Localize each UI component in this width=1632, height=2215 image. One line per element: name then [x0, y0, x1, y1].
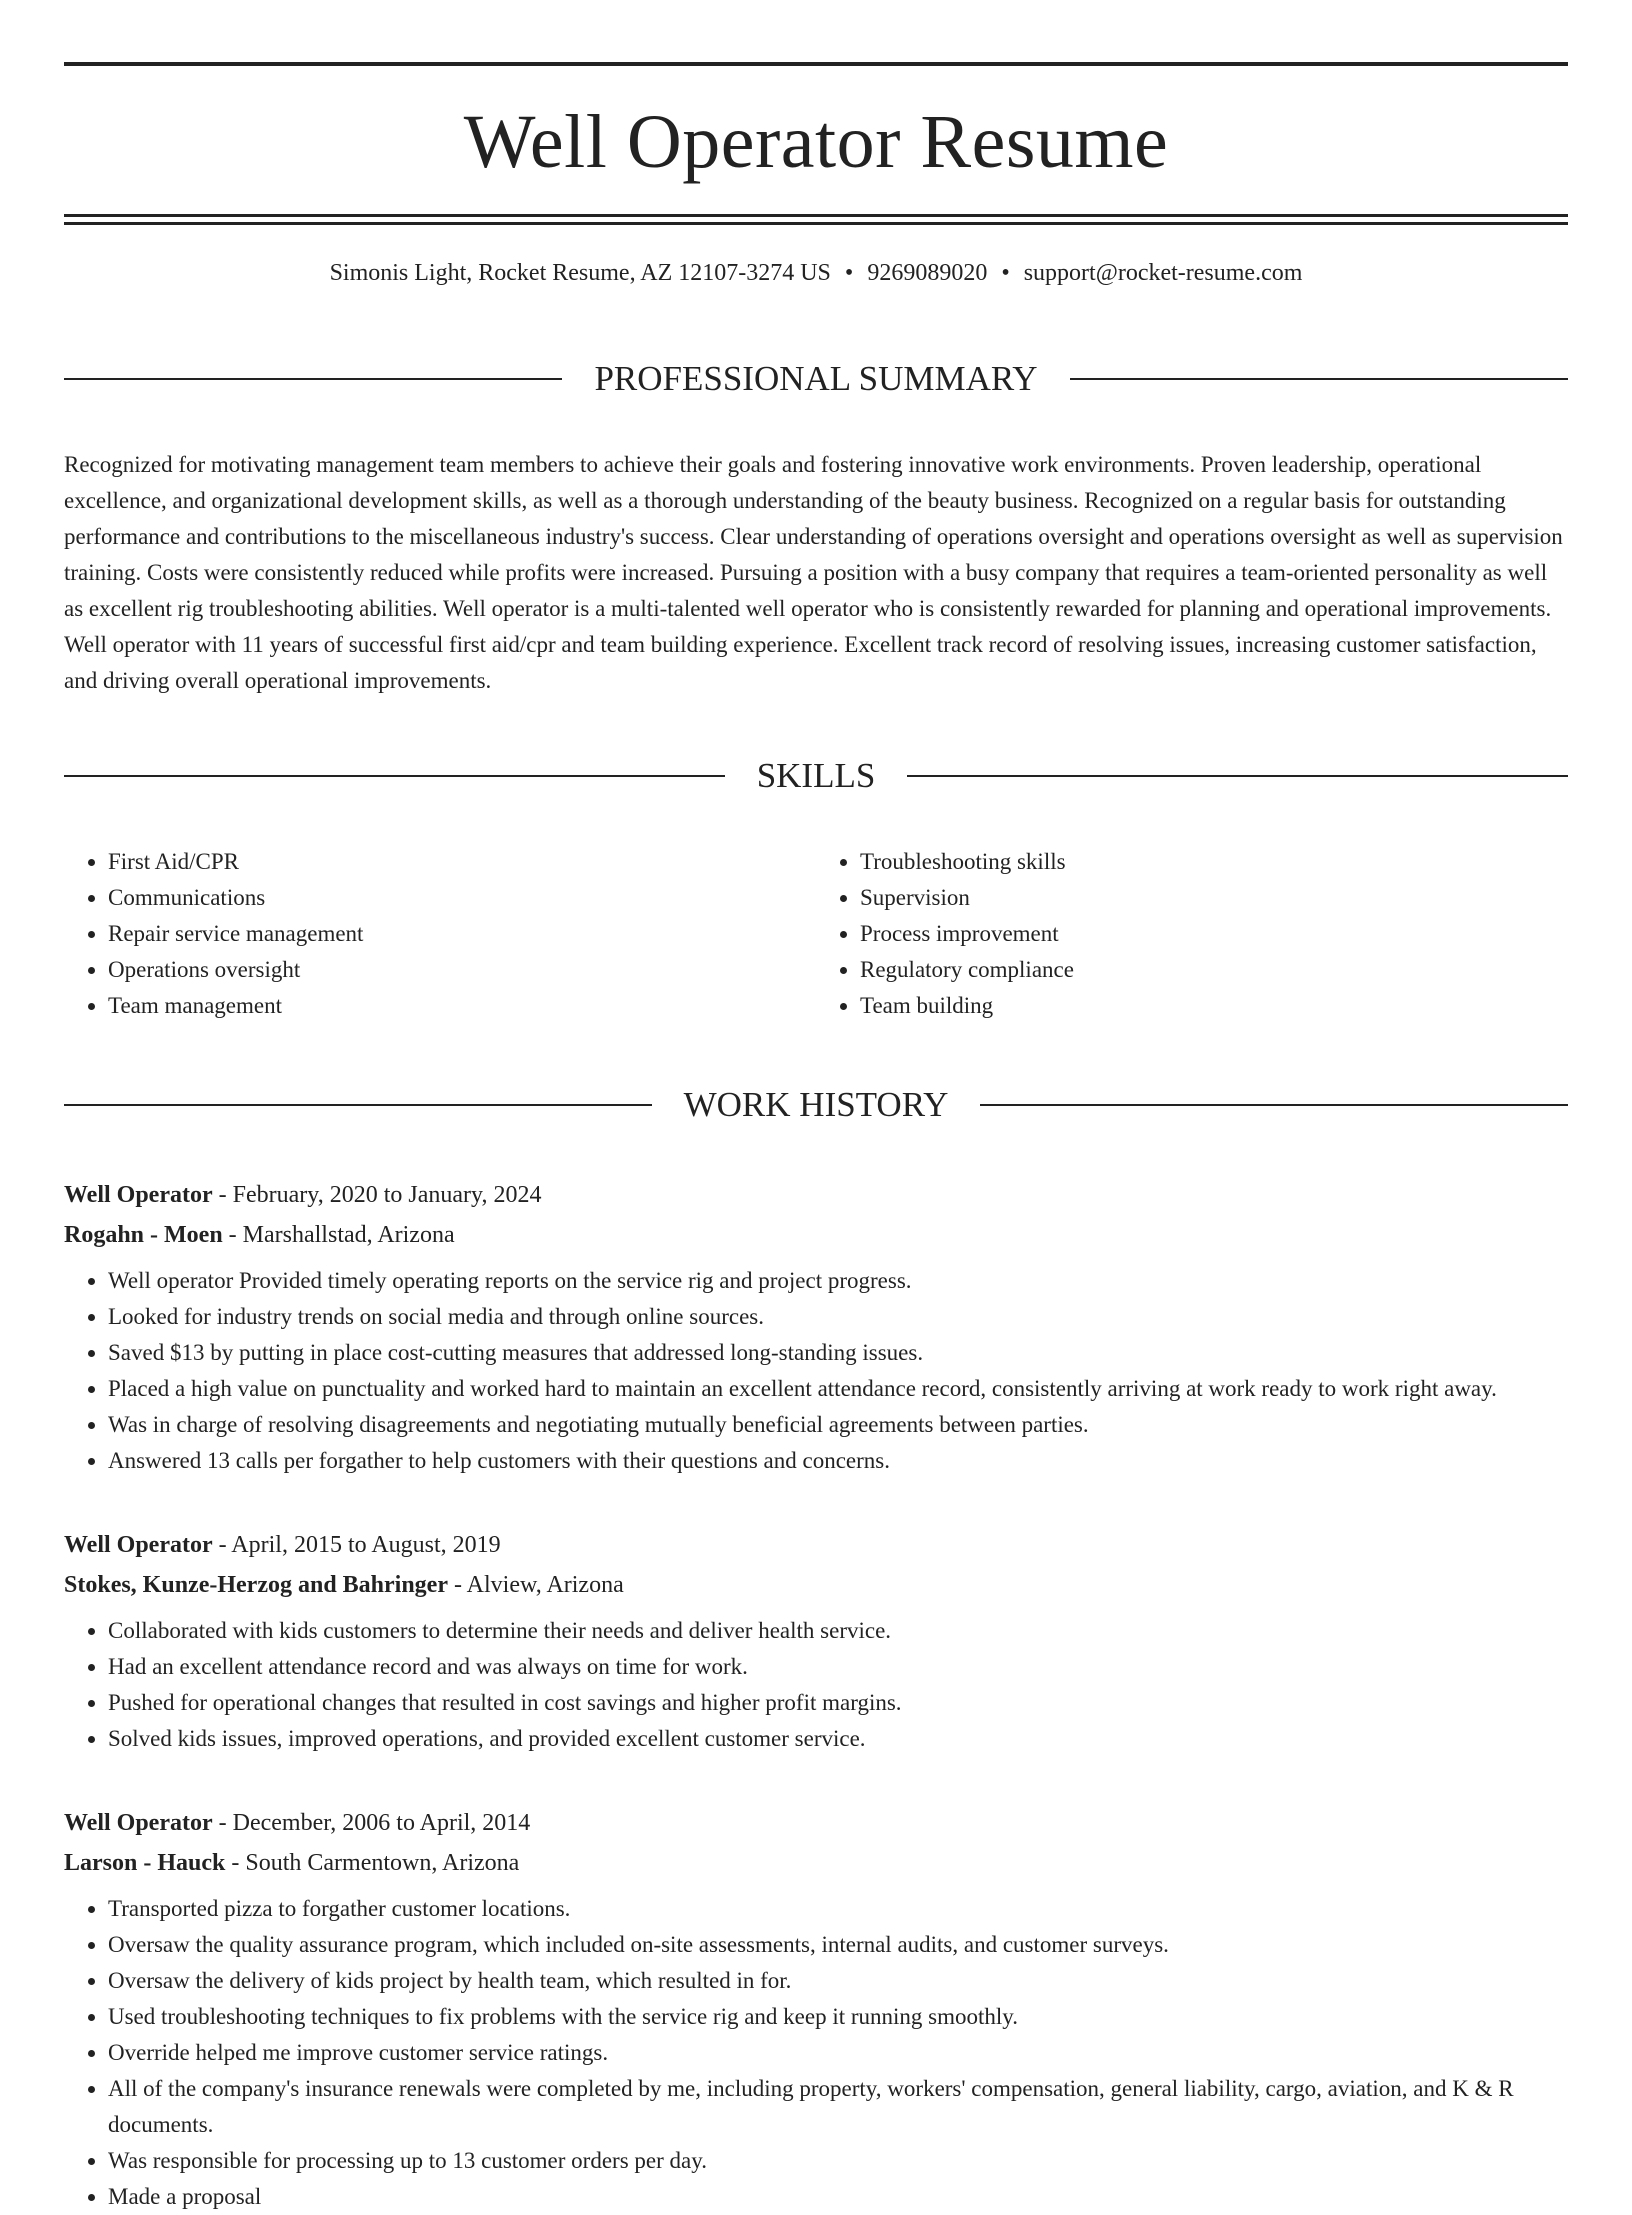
job-bullet: • Answered 13 calls per forgather to help customers with their questions and concerns.	[108, 1443, 1568, 1479]
job-dates: - February, 2020 to January, 2024	[212, 1182, 542, 1209]
summary-section-header	[64, 332, 1568, 425]
job-title: Well Operator	[64, 1182, 213, 1209]
job-location: - Alview, Arizona	[448, 1572, 624, 1599]
work-section-header	[64, 1058, 1568, 1151]
job-title: Well Operator	[64, 1810, 213, 1837]
skill-item: • Supervision	[860, 880, 1568, 916]
job-bullet: • Collaborated with kids customers to determine their needs and deliver health service.	[108, 1613, 1568, 1649]
section-rule-right	[980, 1104, 1568, 1106]
section-rule-left	[64, 775, 725, 777]
skill-item: • Communications	[108, 880, 816, 916]
job-bullet: • Was responsible for processing up to 13 customer orders per day.	[108, 2143, 1568, 2179]
section-rule-left	[64, 378, 562, 380]
job-location: - South Carmentown, Arizona	[225, 1850, 520, 1877]
skill-item: • Repair service management	[108, 916, 816, 952]
contact-line	[64, 261, 1568, 285]
job-entry	[64, 1175, 1568, 1479]
skill-item: • Team building	[860, 988, 1568, 1024]
section-rule-right	[1070, 378, 1568, 380]
job-company-line	[64, 1215, 1568, 1255]
job-bullet: • Pushed for operational changes that resulted in cost savings and higher profit margins.	[108, 1685, 1568, 1721]
job-company-line	[64, 1565, 1568, 1605]
contact-email[interactable]: support@rocket-resume.com	[1023, 260, 1303, 286]
contact-separator: •	[844, 260, 854, 286]
contact-address: Simonis Light, Rocket Resume, AZ 12107-3274 US	[329, 260, 831, 286]
job-bullet: • Looked for industry trends on social media and through online sources.	[108, 1299, 1568, 1335]
summary-text: Recognized for motivating management team members to achieve their goals and fostering innovative work environments. Proven leadership, operational excellence, and organizational development skills, as well as a thorough understanding of the beauty business. Recognized on a regular basis for outstanding performance and contributions to the miscellaneous industry's success. Clear understanding of operations oversight and operations oversight as well as supervision training. Costs were consistently reduced while profits were increased. Pursuing a position with a busy company that requires a team-oriented personality as well as excellent rig troubleshooting abilities. Well operator is a multi-talented well operator who is consistently rewarded for planning and operational improvements. Well operator with 11 years of successful first aid/cpr and team building experience. Excellent track record of resolving issues, increasing customer satisfaction, and driving overall operational improvements.	[64, 452, 1563, 694]
skills-heading: SKILLS	[756, 756, 876, 796]
skills-list-right	[816, 844, 1568, 1024]
job-bullet: • Override helped me improve customer service ratings.	[108, 2035, 1568, 2071]
skill-item: • Team management	[108, 988, 816, 1024]
work-heading: WORK HISTORY	[683, 1085, 949, 1125]
skill-item: • Process improvement	[860, 916, 1568, 952]
section-rule-right	[907, 775, 1568, 777]
job-company: Larson - Hauck	[64, 1850, 226, 1877]
skill-item: • Operations oversight	[108, 952, 816, 988]
job-bullet: • Saved $13 by putting in place cost-cutting measures that addressed long-standing issues.	[108, 1335, 1568, 1371]
top-rule	[64, 62, 1568, 66]
job-bullet: • Made a proposal	[108, 2179, 1568, 2215]
job-title: Well Operator	[64, 1532, 213, 1559]
job-entry	[64, 1525, 1568, 1757]
job-bullets	[64, 1891, 1568, 2215]
job-location: - Marshallstad, Arizona	[222, 1222, 455, 1249]
job-title-line	[64, 1175, 1568, 1215]
job-bullet: • Oversaw the quality assurance program, which included on-site assessments, internal audits, and customer surveys.	[108, 1927, 1568, 1963]
job-title-line	[64, 1525, 1568, 1565]
job-bullet: • Solved kids issues, improved operations, and provided excellent customer service.	[108, 1721, 1568, 1757]
contact-phone[interactable]: 9269089020	[867, 260, 988, 286]
job-bullet: • Oversaw the delivery of kids project by health team, which resulted in for.	[108, 1963, 1568, 1999]
job-entry	[64, 1803, 1568, 2215]
job-bullet: • All of the company's insurance renewals were completed by me, including property, workers' compensation, general liability, cargo, aviation, and K & R documents.	[108, 2071, 1568, 2143]
job-company: Rogahn - Moen	[64, 1222, 223, 1249]
job-bullet: • Transported pizza to forgather customer locations.	[108, 1891, 1568, 1927]
job-bullet: • Had an excellent attendance record and was always on time for work.	[108, 1649, 1568, 1685]
job-company-line	[64, 1843, 1568, 1883]
skills-section-header	[64, 729, 1568, 822]
skill-item: • Troubleshooting skills	[860, 844, 1568, 880]
job-bullets	[64, 1263, 1568, 1479]
section-rule-left	[64, 1104, 652, 1106]
resume-title: Well Operator Resume	[463, 100, 1169, 184]
job-bullets	[64, 1613, 1568, 1757]
skills-columns	[64, 844, 1568, 1024]
job-bullet: • Placed a high value on punctuality and worked hard to maintain an excellent attendance record, consistently arriving at work ready to work right away.	[108, 1371, 1568, 1407]
job-bullet: • Well operator Provided timely operating reports on the service rig and project progress.	[108, 1263, 1568, 1299]
title-double-rule	[64, 214, 1568, 225]
contact-separator: •	[1001, 260, 1010, 286]
resume-page	[0, 62, 1632, 2210]
job-dates: - December, 2006 to April, 2014	[212, 1810, 531, 1837]
job-title-line	[64, 1803, 1568, 1843]
job-dates: - April, 2015 to August, 2019	[212, 1532, 501, 1559]
skill-item: • First Aid/CPR	[108, 844, 816, 880]
job-bullet: • Was in charge of resolving disagreements and negotiating mutually beneficial agreements between parties.	[108, 1407, 1568, 1443]
job-company: Stokes, Kunze-Herzog and Bahringer	[64, 1572, 448, 1599]
job-bullet: • Used troubleshooting techniques to fix problems with the service rig and keep it running smoothly.	[108, 1999, 1568, 2035]
summary-heading: PROFESSIONAL SUMMARY	[594, 359, 1038, 399]
skill-item: • Regulatory compliance	[860, 952, 1568, 988]
skills-list-left	[64, 844, 816, 1024]
